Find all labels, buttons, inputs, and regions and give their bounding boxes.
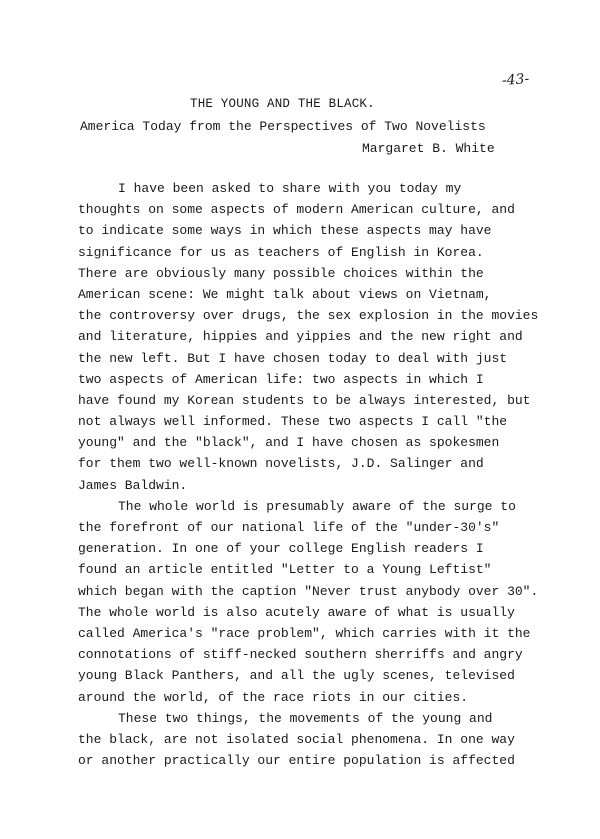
text-line: generation. In one of your college English readers I <box>78 541 484 557</box>
text-line: young" and the "black", and I have chosen as spokesmen <box>78 435 500 451</box>
document-title: THE YOUNG AND THE BLACK. <box>190 97 375 111</box>
text-line: the black, are not isolated social phenomena. In one way <box>78 731 515 747</box>
text-line: young Black Panthers, and all the ugly scenes, televised <box>78 668 515 684</box>
text-line: or another practically our entire population is affected <box>78 753 515 769</box>
text-line: thoughts on some aspects of modern American culture, and <box>78 202 515 218</box>
text-line: and literature, hippies and yippies and the new right and <box>78 329 523 345</box>
text-line: These two things, the movements of the young and <box>118 710 493 726</box>
text-line: have found my Korean students to be always interested, but <box>78 392 531 408</box>
text-line: James Baldwin. <box>78 477 188 493</box>
text-line: to indicate some ways in which these aspects may have <box>78 223 492 239</box>
document-subtitle: America Today from the Perspectives of Two Novelists <box>80 119 486 134</box>
text-line: the controversy over drugs, the sex explosion in the movies <box>78 308 539 324</box>
text-line: for them two well-known novelists, J.D. Salinger and <box>78 456 484 472</box>
text-line: the new left. But I have chosen today to deal with just <box>78 350 508 366</box>
text-line: I have been asked to share with you today my <box>118 181 462 196</box>
text-line: not always well informed. These two aspects I call "the <box>78 414 508 430</box>
text-line: American scene: We might talk about views on Vietnam, <box>78 286 492 302</box>
text-line: two aspects of American life: two aspects in which I <box>78 371 484 387</box>
text-line: significance for us as teachers of English in Korea. <box>78 244 484 260</box>
text-line: There are obviously many possible choices within the <box>78 265 484 281</box>
text-line: connotations of stiff-necked southern sherriffs and angry <box>78 647 523 663</box>
text-line: around the world, of the race riots in our cities. <box>78 689 469 705</box>
body-text <box>78 178 548 771</box>
author-name: Margaret B. White <box>362 141 495 156</box>
page-number: -43- <box>501 71 530 89</box>
text-line: the forefront of our national life of the "under-30's" <box>78 520 500 535</box>
text-line: which began with the caption "Never trust anybody over 30". <box>78 583 539 599</box>
text-line: called America's "race problem", which carries with it the <box>78 625 531 641</box>
text-line: The whole world is also acutely aware of what is usually <box>78 604 515 620</box>
text-line: found an article entitled "Letter to a Young Leftist" <box>78 562 492 578</box>
text-line: The whole world is presumably aware of the surge to <box>118 498 516 514</box>
